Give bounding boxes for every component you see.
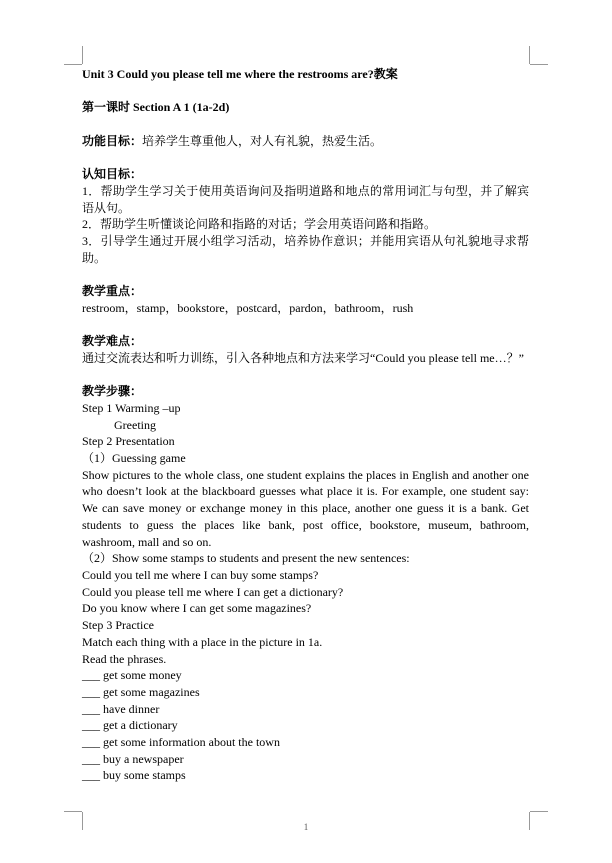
cognitive-goal-3: 3．引导学生通过开展小组学习活动，培养协作意识；并能用宾语从句礼貌地寻求帮助。	[82, 233, 529, 265]
phrase-6: ___ buy a newspaper	[82, 751, 184, 766]
phrase-2: ___ get some magazines	[82, 684, 200, 699]
key-points-label: 教学重点：	[82, 284, 143, 299]
page-number: 1	[303, 822, 309, 832]
key-points-text: restroom，stamp，bookstore，postcard，pardon，bathroom，rush	[82, 300, 414, 315]
function-goal-text: 培养学生尊重他人，对人有礼貌，热爱生活。	[142, 133, 383, 148]
sentence-3: Do you know where I can get some magazines?	[82, 601, 312, 616]
phrase-4: ___ get a dictionary	[82, 718, 178, 733]
phrase-1: ___ get some money	[82, 668, 182, 683]
phrase-7: ___ buy some stamps	[82, 768, 186, 783]
greeting-text: Greeting	[114, 417, 156, 432]
difficulties-label: 教学难点：	[82, 334, 143, 349]
document-body	[82, 66, 529, 784]
lesson-heading: 第一课时 Section A 1 (1a-2d)	[82, 100, 230, 115]
steps-label: 教学步骤：	[82, 384, 143, 399]
cognitive-goal-2: 2．帮助学生听懂谈论问路和指路的对话；学会用英语问路和指路。	[82, 217, 437, 232]
difficulties-text: 通过交流表达和听力训练，引入各种地点和方法来学习“Could you please tell me…？”	[82, 350, 524, 365]
guessing-game-text: Show pictures to the whole class, one student explains the places in English and another one who doesn’t look at the blackboard guesses what place it is. For example, one student say: We can save money or exchange money in this place, another one guess it is a bank. Get students to guess the places like bank, post office, bookstore, museum, bathroom, washroom, mall and so on.	[82, 467, 529, 549]
cognitive-goal-1: 1．帮助学生学习关于使用英语询问及指明道路和地点的常用词汇与句型，并了解宾语从句。	[82, 183, 529, 215]
sentence-1: Could you tell me where I can buy some stamps?	[82, 568, 319, 582]
cognitive-goals-label: 认知目标：	[82, 167, 143, 182]
step-2-heading: Step 2 Presentation	[82, 434, 175, 449]
document-title: Unit 3 Could you please tell me where the restrooms are?教案	[82, 67, 398, 81]
function-goal-label: 功能目标：	[82, 133, 143, 148]
phrase-5: ___ get some information about the town	[82, 735, 280, 750]
sentence-2: Could you please tell me where I can get a dictionary?	[82, 584, 344, 599]
stamps-title: （2）Show some stamps to students and present the new sentences:	[82, 551, 410, 566]
read-instruction: Read the phrases.	[82, 651, 167, 666]
match-instruction: Match each thing with a place in the picture in 1a.	[82, 634, 323, 649]
function-goal	[82, 133, 529, 150]
step-3-heading: Step 3 Practice	[82, 618, 154, 633]
phrase-3: ___ have dinner	[82, 701, 160, 716]
step-1-heading: Step 1 Warming –up	[82, 400, 181, 415]
guessing-game-title: （1）Guessing game	[82, 451, 186, 466]
